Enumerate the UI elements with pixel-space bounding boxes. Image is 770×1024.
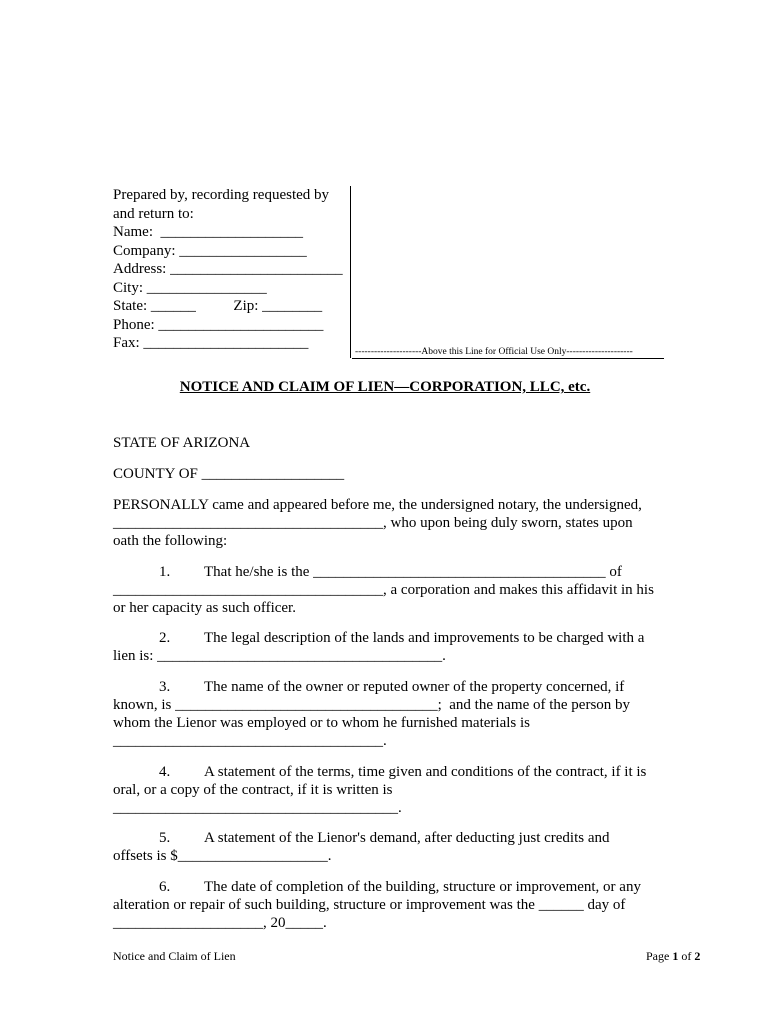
item-line: ____________________________________, a corporation and makes this affidavit in his xyxy=(113,582,654,598)
intro-line: ____________________________________, who upon being duly sworn, states upon xyxy=(113,515,633,531)
page-total: 2 xyxy=(694,949,701,963)
footer-title: Notice and Claim of Lien xyxy=(113,949,236,963)
preparer-line: Prepared by, recording requested by xyxy=(113,187,330,203)
item-line: lien is: ______________________________________. xyxy=(113,648,446,664)
item-number: 4. xyxy=(159,764,171,780)
city-field: City: ________________ xyxy=(113,279,267,296)
official-use-rule xyxy=(352,358,664,359)
item-line: The legal description of the lands and improvements to be charged with a xyxy=(204,630,645,646)
page-prefix: Page xyxy=(646,949,673,963)
item-line: whom the Lienor was employed or to whom he furnished materials is xyxy=(113,715,530,731)
intro-line: oath the following: xyxy=(113,533,228,549)
item-line: or her capacity as such officer. xyxy=(113,600,296,616)
name-field: Name: ___________________ xyxy=(113,224,303,240)
item-line: ____________________, 20_____. xyxy=(113,915,327,931)
page-current: 1 xyxy=(672,949,679,963)
page-of: of xyxy=(678,949,695,963)
preparer-line: and return to: xyxy=(113,205,194,222)
fax-field: Fax: ______________________ xyxy=(113,335,309,351)
item-line: alteration or repair of such building, structure or improvement was the ______ day of xyxy=(113,897,626,913)
document-title: NOTICE AND CLAIM OF LIEN—CORPORATION, LLC, etc. xyxy=(179,379,591,395)
county-line: COUNTY OF ___________________ xyxy=(113,466,345,482)
item-line: offsets is $____________________. xyxy=(113,848,332,864)
item-line: That he/she is the _______________________________________ of xyxy=(204,564,622,580)
intro-line: PERSONALLY came and appeared before me, the undersigned notary, the undersigned, xyxy=(113,497,642,513)
phone-field: Phone: ______________________ xyxy=(113,316,324,333)
preparer-block xyxy=(113,186,343,353)
item-line: The name of the owner or reputed owner of the property concerned, if xyxy=(204,679,625,695)
item-line: ______________________________________. xyxy=(113,800,402,816)
item-line: The date of completion of the building, structure or improvement, or any xyxy=(204,879,641,895)
address-field: Address: _______________________ xyxy=(113,261,343,277)
page-number xyxy=(646,949,700,964)
official-use-label: ---------------------Above this Line for Official Use Only--------------------- xyxy=(355,347,633,357)
item-number: 6. xyxy=(159,879,171,895)
item-number: 5. xyxy=(159,830,171,846)
state-line: STATE OF ARIZONA xyxy=(113,435,251,451)
official-use-divider xyxy=(350,186,351,358)
company-field: Company: _________________ xyxy=(113,242,307,259)
state-zip-field: State: ______ Zip: ________ xyxy=(113,298,323,314)
item-line: known, is ___________________________________; and the name of the person by xyxy=(113,697,631,713)
item-line: oral, or a copy of the contract, if it is written is xyxy=(113,782,393,798)
item-number: 1. xyxy=(159,564,171,580)
item-line: ____________________________________. xyxy=(113,733,387,749)
item-line: A statement of the terms, time given and conditions of the contract, if it is xyxy=(204,764,647,780)
item-number: 3. xyxy=(159,679,171,695)
item-number: 2. xyxy=(159,630,171,646)
item-line: A statement of the Lienor's demand, after deducting just credits and xyxy=(204,830,610,846)
